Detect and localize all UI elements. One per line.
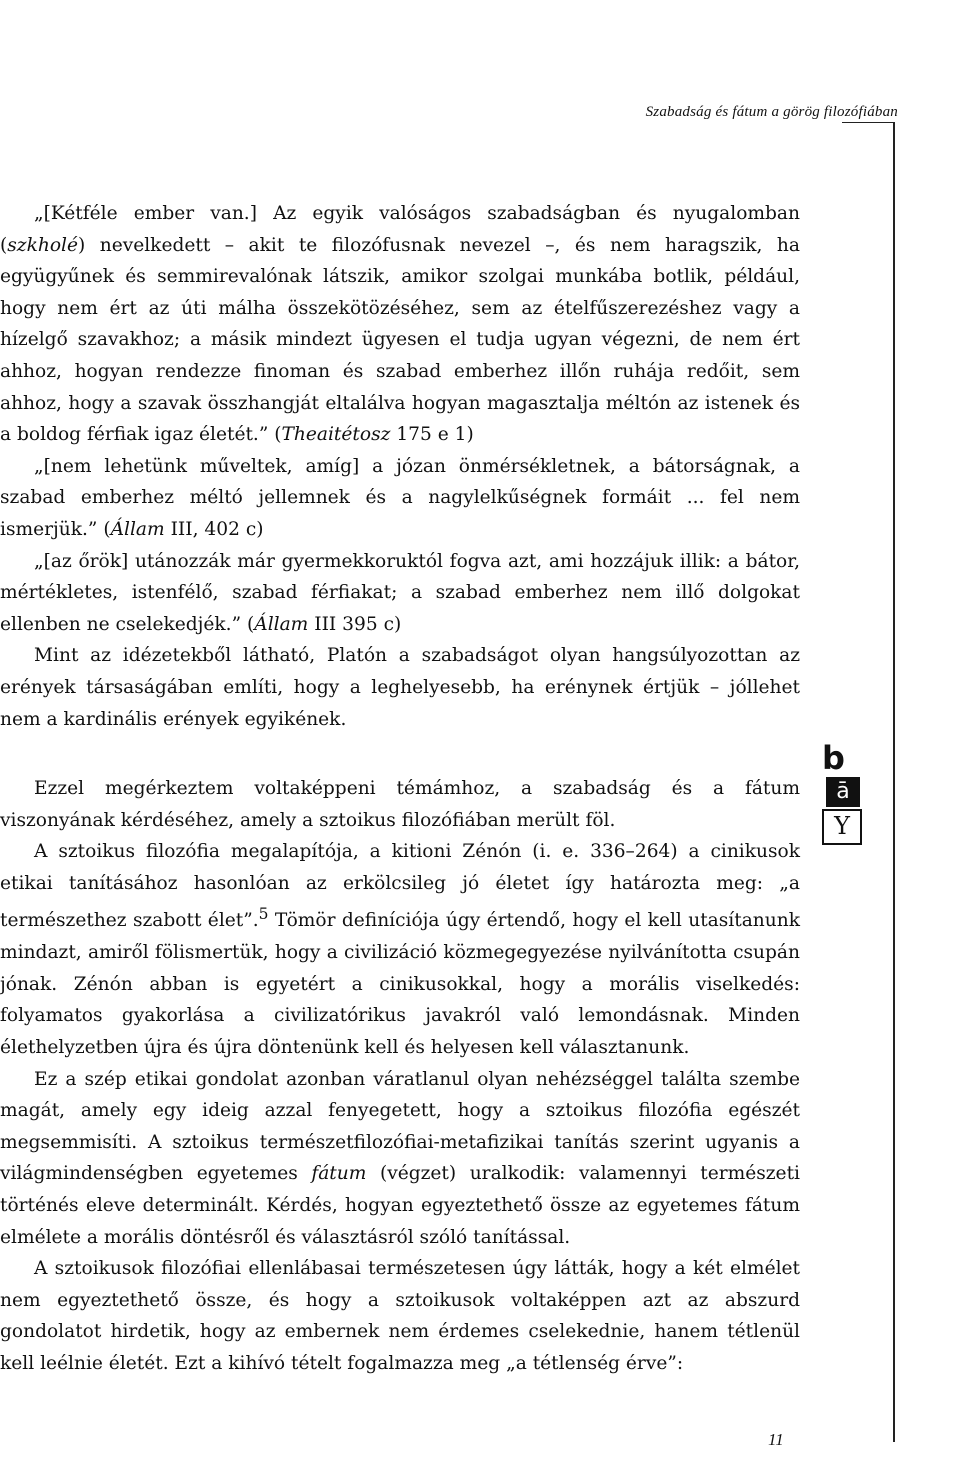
paragraph: Ez a szép etikai gondolat azonban váratlanul olyan nehézséggel találta szembe magát, amely egy ideig azzal fenyegetett, hogy a sztoikus filozófia egészét megsemmisíti. A sztoikus természetfilozófiai-metafizikai tanítás szerint ugyanis a világmindenségben egyetemes fátum (végzet) uralkodik: valamennyi természeti történés eleve determinált. Kérdés, hogyan egyeztethető össze az egyetemes fátum elmélete a morális döntésről és választásról szóló tanítással. bbox=[0, 1068, 800, 1248]
header-rule bbox=[842, 122, 894, 123]
footnote-ref: 5 bbox=[258, 905, 269, 924]
margin-rule bbox=[893, 122, 895, 1442]
body-text bbox=[0, 198, 800, 1380]
greek-term: szkholé bbox=[7, 234, 78, 256]
quote-theaitetos: „[Kétféle ember van.] Az egyik valóságos szabadságban és nyugalomban (szkholé) nevelkedett – akit te filozófusnak nevezel –, és nem haragszik, ha együgyűnek és semmirevalónak látszik, amikor szolgai munkába botlik, például, hogy nem ért az úti málha összekötözéséhez, sem az ételfűszerezéshez vagy a hízelgő szavakhoz; a másik mindezt ügyesen el tudja ugyan végezni, de nem ért ahhoz, hogyan rendezze finoman és szabad emberhez illőn ruhája redőit, sem ahhoz, hogy a szavak összhangját eltalálva hogyan magasztalja méltón az istenek és a boldog férfiak igaz életét.” (Theaitétosz 175 e 1) bbox=[0, 203, 800, 446]
running-header: Szabadság és fátum a görög filozófiában bbox=[645, 104, 898, 120]
tab-glyph: b bbox=[822, 739, 845, 777]
paragraph: A sztoikusok filozófiai ellenlábasai természetesen úgy látták, hogy a két elmélet nem egyeztethető össze, és hogy a sztoikusok voltaképpen azt az abszurd gondolatot hirdetik, hogy az embernek nem érdemes cselekednie, hanem tétlenül kell leélnie életét. Ezt a kihívó tételt fogalmazza meg „a tétlenség érve”: bbox=[0, 1258, 800, 1374]
tab-glyph: ā bbox=[826, 777, 860, 807]
quote-allam-402: „[nem lehetünk műveltek, amíg] a józan önmérsékletnek, a bátorságnak, a szabad emberhez méltó jellemnek és a nagylelkűségnek formáit ... fel nem ismerjük.” (Állam III, 402 c) bbox=[0, 455, 800, 540]
page-number: 11 bbox=[768, 1430, 784, 1449]
chapter-tab bbox=[822, 741, 872, 845]
paragraph: A sztoikus filozófia megalapítója, a kitioni Zénón (i. e. 336–264) a cinikusok etikai tanításához hasonlóan az erkölcsileg jó életet így határozta meg: „a természethez szabott élet”.$^5$ Tömör definíciója úgy értendő, hogy el kell utasítanunk mindazt, amiről fölismertük, hogy a civilizáció közmegegyezése nyilvánította csupán jónak. Zénón abban is egyetért a cinikusokkal, hogy a morális viselkedés: folyamatos gyakorlása a civilizatórikus javakról való lemondásnak. Minden élethelyzetben újra és újra döntenünk kell és helyesen kell választanunk. bbox=[0, 841, 800, 1059]
paragraph: Mint az idézetekből látható, Platón a szabadságot olyan hangsúlyozottan az erények társaságában említi, hogy a leghelyesebb, ha erénynek értjük – jóllehet nem a kardinális erények egyikének. bbox=[0, 645, 800, 730]
source-title: Theaitétosz bbox=[281, 424, 391, 446]
source-title: Állam bbox=[110, 518, 165, 540]
source-title: Állam bbox=[254, 613, 309, 635]
section-gap bbox=[0, 735, 800, 773]
tab-glyph: Y bbox=[822, 809, 862, 845]
term: fátum bbox=[311, 1163, 367, 1185]
quote-allam-395: „[az őrök] utánozzák már gyermekkoruktól fogva azt, ami hozzájuk illik: a bátor, mértékletes, istenfélő, szabad férfiakat; a szabad emberhez nem illő dolgokat ellenben ne cselekedjék.” (Állam III 395 c) bbox=[0, 550, 800, 635]
paragraph: Ezzel megérkeztem voltaképpeni témámhoz, a szabadság és a fátum viszonyának kérdéséhez, amely a sztoikus filozófiában merült föl. bbox=[0, 778, 800, 831]
